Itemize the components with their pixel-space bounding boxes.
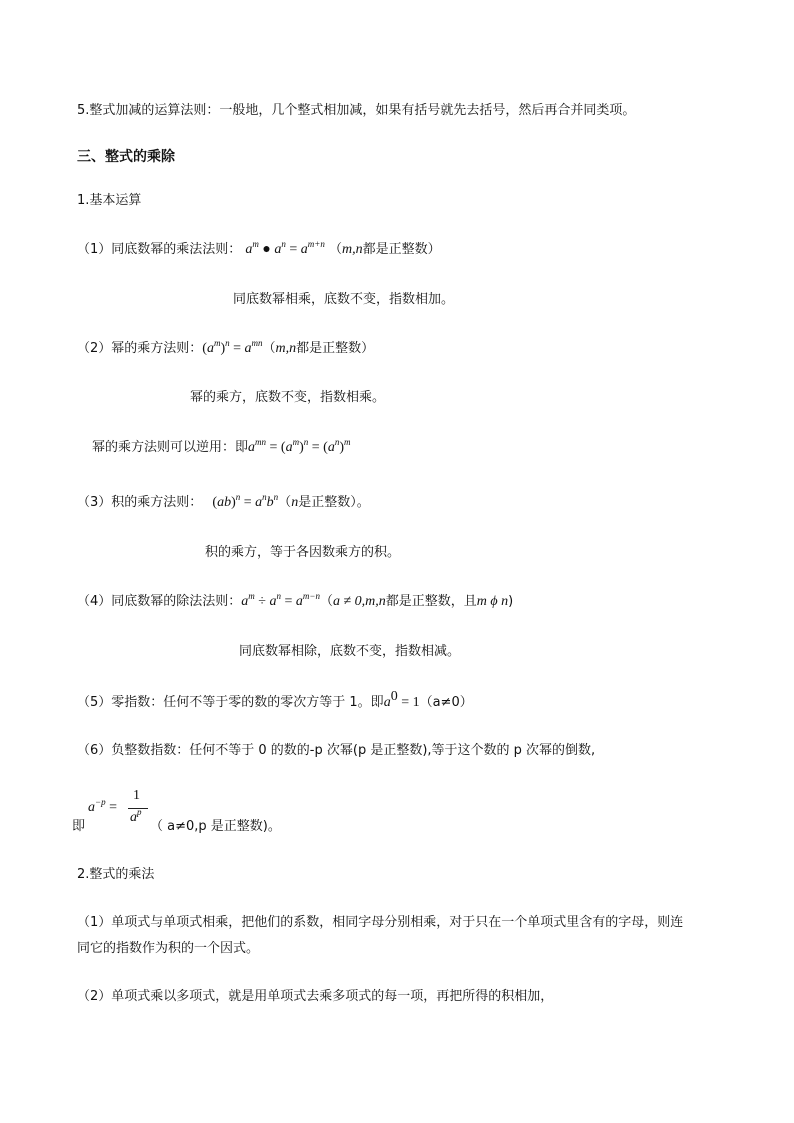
rule-5-tail: （a≠0）: [419, 695, 473, 710]
rule-6-negative-exponent: （6）负整数指数：任何不等于 0 的数的-p 次幂(p 是正整数),等于这个数的 p 次幂的倒数,: [77, 743, 596, 758]
rule-2-vars: m,n: [275, 341, 297, 356]
rule-5-zero-exponent: [77, 689, 473, 712]
rule-4-condition-2: m ϕ n: [476, 594, 509, 609]
rule-3-note-open: （: [278, 495, 292, 510]
rule-1-vars: m,n: [342, 242, 363, 257]
rule-1-statement: 同底数幂相乘，底数不变，指数相加。: [233, 292, 455, 307]
rule-2-note-open: （: [262, 341, 276, 356]
formula-power-product: $a^m$ ● $a^n = a^{m+n}$: [245, 239, 325, 257]
rule-3-product-power: [77, 494, 370, 512]
formula-neg-lhs: $a^{-p}$ =: [88, 797, 117, 815]
rule-4-note-tail: 都是正整数，且: [385, 594, 477, 609]
formula-power-of-power: $(a^m)^n = a^{mn}$: [202, 338, 263, 356]
rule-2-inverse-label: 幂的乘方法则可以逆用：即: [92, 440, 249, 455]
mult-rule-1-line-2: 同它的指数作为积的一个因式。: [77, 941, 260, 956]
mult-rule-1-line-1: （1）单项式与单项式相乘，把他们的系数，相同字母分别相乘，对于只在一个单项式里含有的字母，则连: [77, 915, 684, 930]
section-heading-multiplication-division: 三、整式的乘除: [77, 149, 175, 165]
rule-2-label: （2）幂的乘方法则：: [77, 341, 203, 356]
rule-5-label: （5）零指数：任何不等于零的数的零次方等于 1。即: [77, 695, 384, 710]
formula-power-inverse: $a^{mn} = (a^m)^n = (a^n)^m$: [248, 437, 351, 455]
rule-6-tail: （ a≠0,p 是正整数)。: [150, 819, 281, 834]
rule-4-close: ): [508, 594, 514, 609]
rule-6-ji: 即: [72, 819, 86, 834]
rule-1-note-open: （: [329, 242, 343, 257]
rule-3-note-tail: 是正整数）。: [298, 495, 370, 510]
rule-1-label: （1）同底数幂的乘法法则：: [77, 242, 242, 257]
formula-product-power: $(ab)^n = a^nb^n$: [212, 492, 279, 510]
formula-power-quotient: $a^m \div a^n = a^{m-n}$: [241, 591, 320, 609]
subheading-basic-operations: 1.基本运算: [77, 193, 142, 208]
rule-2-inverse-use: [92, 439, 351, 457]
rule-2-note-tail: 都是正整数）: [296, 341, 375, 356]
rule-5-addition-subtraction: 5.整式加减的运算法则：一般地，几个整式相加减，如果有括号就先去括号，然后再合并同类项。: [77, 103, 636, 118]
rule-4-statement: 同底数幂相除，底数不变，指数相减。: [239, 644, 461, 659]
rule-3-label: （3）积的乘方法则：: [77, 495, 203, 510]
subheading-polynomial-multiplication: 2.整式的乘法: [77, 867, 155, 882]
rule-4-note-open: （: [319, 594, 333, 609]
rule-2-power-of-power: [77, 340, 374, 358]
rule-3-var: n: [291, 495, 299, 510]
formula-neg-denominator: $a^p$: [130, 807, 142, 825]
rule-4-label: （4）同底数幂的除法法则：: [77, 594, 242, 609]
formula-neg-numerator: 1: [133, 788, 140, 803]
rule-1-note-tail: 都是正整数）: [362, 242, 441, 257]
rule-1-same-base-multiplication: [77, 241, 441, 259]
rule-3-statement: 积的乘方，等于各因数乘方的积。: [205, 545, 401, 560]
rule-4-same-base-division: [77, 593, 513, 611]
rule-4-condition: a ≠ 0,m,n: [332, 594, 386, 609]
mult-rule-2: （2）单项式乘以多项式，就是用单项式去乘多项式的每一项，再把所得的积相加，: [77, 989, 554, 1004]
formula-zero-exponent: $a^0 = 1$: [383, 689, 420, 710]
rule-2-statement: 幂的乘方，底数不变，指数相乘。: [190, 390, 386, 405]
